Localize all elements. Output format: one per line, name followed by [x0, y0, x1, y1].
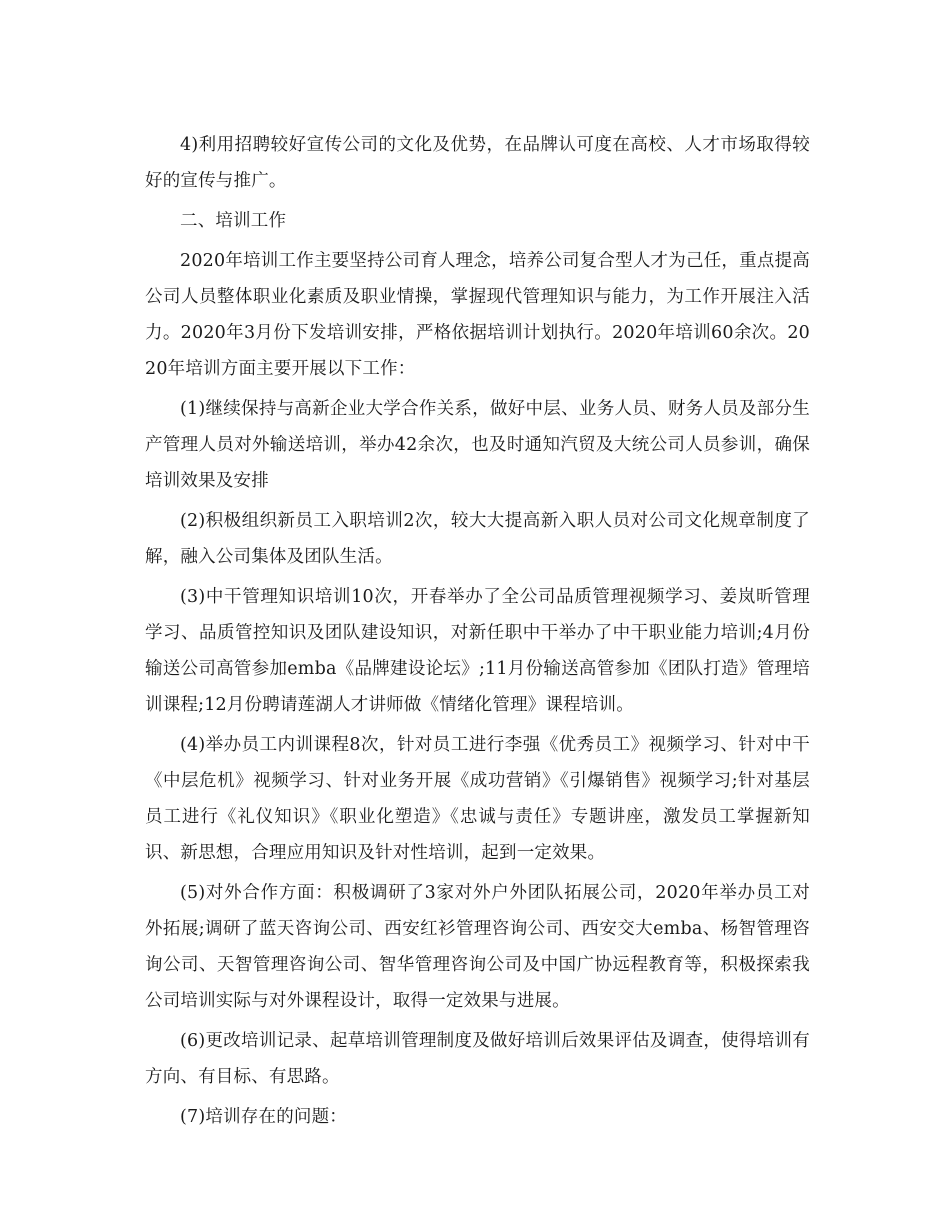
paragraph-training-overview: 2020年培训工作主要坚持公司育人理念，培养公司复合型人才为己任，重点提高公司人员整体职业化素质及职业情操，掌握现代管理知识与能力，为工作开展注入活力。2020年3月份下发培训安排，严格依据培训计划执行。2020年培训60余次。2020年培训方面主要开展以下工作： — [145, 251, 810, 379]
paragraph-item-6: (6)更改培训记录、起草培训管理制度及做好培训后效果评估及调查，使得培训有方向、有目标、有思路。 — [145, 1031, 810, 1087]
paragraph-item-7: (7)培训存在的问题： — [180, 1107, 347, 1127]
paragraph-item-4: (4)举办员工内训课程8次，针对员工进行李强《优秀员工》视频学习、针对中干《中层危机》视频学习、针对业务开展《成功营销》《引爆销售》视频学习;针对基层员工进行《礼仪知识》《职业化塑造》《忠诚与责任》专题讲座，激发员工掌握新知识、新思想，合理应用知识及针对性培训，起到一定效果。 — [145, 735, 810, 863]
section-heading-training: 二、培训工作 — [180, 211, 287, 231]
paragraph-item-3: (3)中干管理知识培训10次，开春举办了全公司品质管理视频学习、姜岚昕管理学习、品质管控知识及团队建设知识，对新任职中干举办了中干职业能力培训;4月份输送公司高管参加emba《品牌建设论坛》;11月份输送高管参加《团队打造》管理培训课程;12月份聘请莲湖人才讲师做《情绪化管理》课程培训。 — [145, 587, 810, 715]
paragraph-item-1: (1)继续保持与高新企业大学合作关系，做好中层、业务人员、财务人员及部分生产管理人员对外输送培训，举办42余次，也及时通知汽贸及大统公司人员参训，确保培训效果及安排 — [145, 399, 810, 491]
paragraph-item-5: (5)对外合作方面：积极调研了3家对外户外团队拓展公司，2020年举办员工对外拓展;调研了蓝天咨询公司、西安红衫管理咨询公司、西安交大emba、杨智管理咨询公司、天智管理咨询公司、智华管理咨询公司及中国广协远程教育等，积极探索我公司培训实际与对外课程设计，取得一定效果与进展。 — [145, 883, 810, 1011]
paragraph-item-2: (2)积极组织新员工入职培训2次，较大大提高新入职人员对公司文化规章制度了解，融入公司集体及团队生活。 — [145, 511, 810, 567]
paragraph-recruit-promotion: 4)利用招聘较好宣传公司的文化及优势，在品牌认可度在高校、人才市场取得较好的宣传与推广。 — [145, 135, 810, 191]
